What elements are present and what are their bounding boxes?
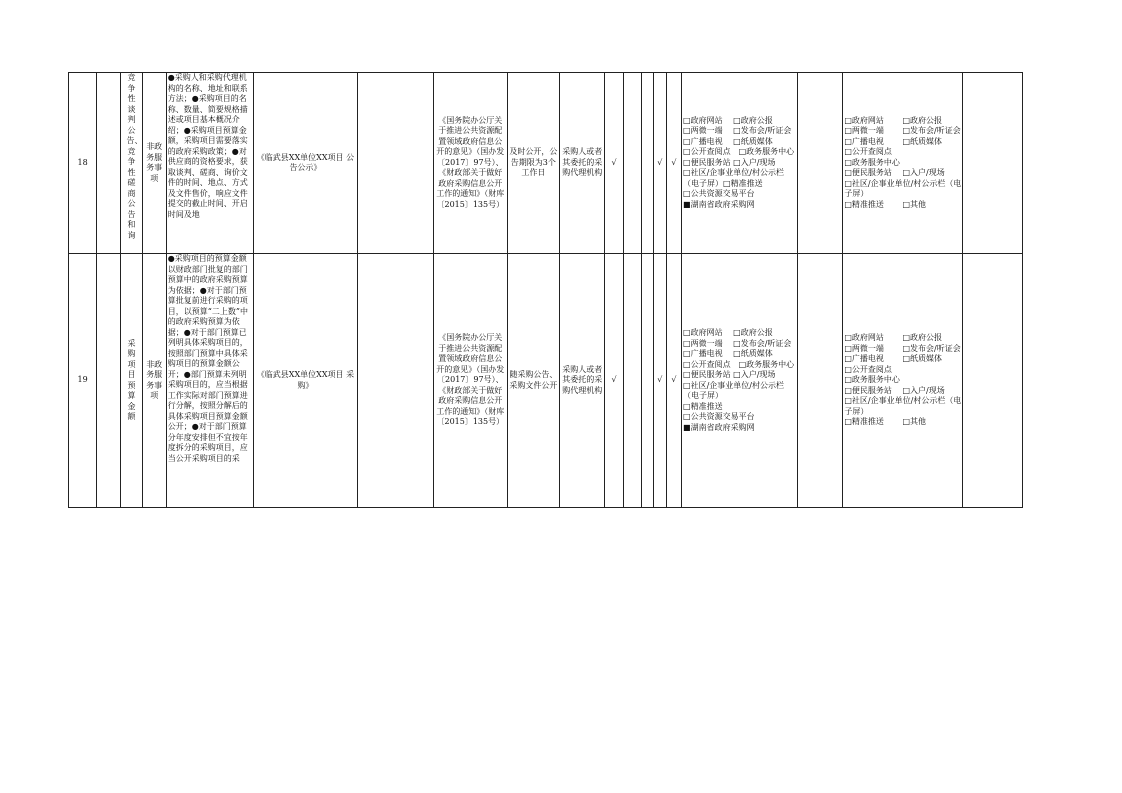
check-cell bbox=[653, 73, 666, 254]
channels-cell bbox=[682, 254, 798, 508]
channel-line: □广播电视 □纸质媒体 bbox=[683, 349, 773, 358]
legal-basis: 《国务院办公厅关于推进公共资源配置领域政府信息公开的意见》（国办发〔2017〕97号）、《财政部关于做好政府采购信息公开工作的通知》（财库〔2015〕135号） bbox=[436, 333, 505, 427]
item-name-cell bbox=[121, 73, 142, 254]
channel-line: □公开查阅点 bbox=[844, 147, 892, 157]
category-cell bbox=[142, 254, 166, 508]
channel-line: □两微一端 □发布会/听证会 bbox=[844, 126, 961, 136]
channel-line: □社区/企事业单位/村公示栏（电子屏）□精准推送 bbox=[683, 168, 784, 188]
empty-cell bbox=[641, 254, 653, 508]
channel-line: □公共资源交易平台 bbox=[683, 189, 755, 199]
disclosure-time: 随采购公告、采购文件公开 bbox=[509, 370, 558, 390]
channel-line: □广播电视 □纸质媒体 bbox=[844, 354, 943, 364]
title-cell bbox=[253, 73, 358, 254]
basis-cell bbox=[434, 73, 508, 254]
disclosure-content: ●采购项目的预算金额以财政部门批复的部门预算中的政府采购预算为依据；●对于部门预算批复前进行采购的项目，以预算“二上数”中的政府采购预算为依据；●对于部门预算已列明具体采购项目的，按照部门预算中具体采购项目的预算金额公开；●部门预算未列明采购项目的，应当根据工作实际对部门预算进行分解，按照分解后的具体采购项目预算金额公开；●对于部门预算分年度安排但不宜按年度拆分的采购项目，应当公开采购项目的采 bbox=[167, 254, 248, 463]
empty-cell bbox=[963, 73, 1023, 254]
time-cell bbox=[507, 73, 559, 254]
check-cell bbox=[653, 254, 666, 508]
empty-cell bbox=[963, 254, 1023, 508]
empty-cell bbox=[623, 73, 641, 254]
content-cell bbox=[166, 73, 253, 254]
empty-cell bbox=[97, 254, 121, 508]
channel-line: □政务服务中心 bbox=[844, 157, 900, 167]
empty-cell bbox=[798, 254, 843, 508]
channel-line: □公开查阅点 □政务服务中心□便民服务站 □入户/现场 bbox=[683, 147, 795, 167]
empty-cell bbox=[358, 254, 434, 508]
disclosure-subject: 采购人或者其委托的采购代理机构 bbox=[562, 147, 603, 178]
check-cell bbox=[605, 73, 623, 254]
table-row bbox=[69, 254, 1023, 508]
checkmark-icon: √ bbox=[611, 157, 617, 167]
channels-cell-2 bbox=[843, 254, 963, 508]
channel-line: □政府网站 □政府公报 bbox=[683, 115, 773, 125]
disclosure-content: ●采购人和采购代理机构的名称、地址和联系方法；●采购项目的名称、数量、简要规格描述或项目基本概况介绍；●采购项目预算金额，采购项目需要落实的政府采购政策；●对供应商的资格要求，获取谈判、磋商、询价文件的时间、地点、方式及文件售价，响应文件提交的截止时间、开启时间及地 bbox=[167, 73, 248, 219]
checkmark-icon: √ bbox=[671, 375, 677, 385]
checkmark-icon: √ bbox=[657, 157, 663, 167]
channel-line: □两微一端 □发布会/听证会 bbox=[683, 338, 792, 348]
empty-cell bbox=[641, 73, 653, 254]
channel-line: □广播电视 □纸质媒体 bbox=[844, 136, 943, 146]
title-cell bbox=[253, 254, 358, 508]
channel-line: □社区/企事业单位/村公示栏（电子屏） bbox=[683, 380, 784, 400]
category: 非政务服务事项 bbox=[146, 142, 163, 183]
empty-cell bbox=[358, 73, 434, 254]
checkmark-icon: √ bbox=[611, 375, 617, 385]
channel-line: ■湖南省政府采购网 bbox=[683, 422, 755, 432]
check-cell bbox=[666, 254, 681, 508]
document-title: 《临武县XX单位XX项目 公告公示》 bbox=[256, 152, 355, 172]
empty-cell bbox=[623, 254, 641, 508]
channel-line: □社区/企事业单位/村公示栏（电子屏） bbox=[844, 396, 962, 416]
channel-line: □政务服务中心 bbox=[844, 375, 900, 385]
item-name: 采购项目预算金额 bbox=[127, 338, 136, 421]
channels-cell-2 bbox=[843, 73, 963, 254]
time-cell bbox=[507, 254, 559, 508]
channel-line: □便民服务站 □入户/现场 bbox=[844, 168, 945, 178]
check-cell bbox=[666, 73, 681, 254]
disclosure-subject: 采购人或者其委托的采购代理机构 bbox=[562, 364, 603, 395]
channel-line: □便民服务站 □入户/现场 bbox=[844, 385, 945, 395]
basis-cell bbox=[434, 254, 508, 508]
channel-line: □两微一端 □发布会/听证会 bbox=[844, 343, 961, 353]
row-number: 19 bbox=[69, 254, 97, 508]
channel-line: □政府网站 □政府公报 bbox=[683, 328, 773, 337]
channel-line: ■湖南省政府采购网 bbox=[683, 199, 755, 209]
category-cell bbox=[142, 73, 166, 254]
check-cell bbox=[605, 254, 623, 508]
content-cell bbox=[166, 254, 253, 508]
item-name-cell bbox=[121, 254, 142, 508]
subject-cell bbox=[560, 254, 605, 508]
channel-line: □精准推送 bbox=[683, 401, 723, 411]
channel-line: □精准推送 □其他 bbox=[844, 199, 927, 209]
channel-line: □公开查阅点 bbox=[844, 364, 892, 374]
channel-line: □公共资源交易平台 bbox=[683, 412, 755, 421]
subject-cell bbox=[560, 73, 605, 254]
empty-cell bbox=[798, 73, 843, 254]
item-name: 竞争性谈判公告、竞争性磋商公告和询 bbox=[126, 73, 143, 240]
disclosure-time: 及时公开，公告期限为3个工作日 bbox=[509, 147, 558, 178]
checkmark-icon: √ bbox=[657, 375, 663, 385]
category: 非政务服务事项 bbox=[146, 359, 163, 400]
channel-line: □社区/企事业单位/村公示栏（电子屏） bbox=[844, 178, 962, 199]
channel-line: □政府网站 □政府公报 bbox=[844, 115, 943, 125]
channel-line: □精准推送 □其他 bbox=[844, 417, 927, 427]
channels-cell bbox=[682, 73, 798, 254]
channel-line: □两微一端 □发布会/听证会□广播电视 □纸质媒体 bbox=[683, 126, 792, 146]
channel-line: □公开查阅点 □政务服务中心□便民服务站 □入户/现场 bbox=[683, 359, 795, 379]
disclosure-table bbox=[68, 72, 1023, 508]
channel-line: □政府网站 □政府公报 bbox=[844, 333, 943, 343]
checkmark-icon: √ bbox=[671, 157, 677, 167]
row-number: 18 bbox=[69, 73, 97, 254]
empty-cell bbox=[97, 73, 121, 254]
document-title: 《临武县XX单位XX项目 采购》 bbox=[256, 370, 355, 390]
table-row bbox=[69, 73, 1023, 254]
legal-basis: 《国务院办公厅关于推进公共资源配置领域政府信息公开的意见》（国办发〔2017〕97号）、《财政部关于做好政府采购信息公开工作的通知》（财库〔2015〕135号） bbox=[436, 115, 505, 209]
